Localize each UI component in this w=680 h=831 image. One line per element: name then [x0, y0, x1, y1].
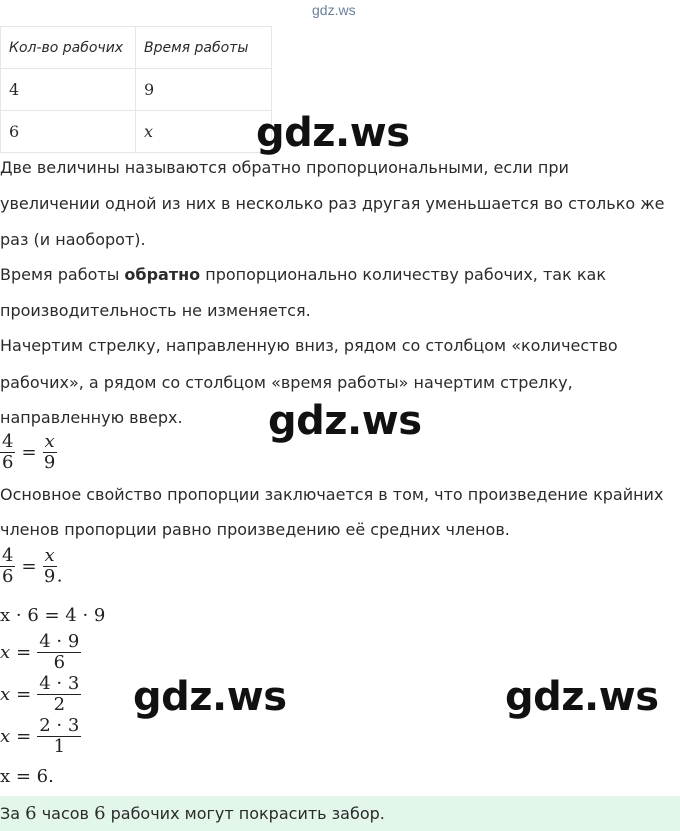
arrows-line-3: направленную вверх. — [0, 408, 183, 427]
equation-step-3 — [0, 716, 81, 757]
numerator: 4 · 3 — [39, 673, 80, 694]
definition-line-1: Две величины называются обратно пропорциональными, если при — [0, 158, 569, 177]
explanation-line-2: производительность не изменяется. — [0, 301, 311, 320]
table-header-row — [1, 27, 272, 69]
text-fragment: пропорционально количеству рабочих, так как — [200, 265, 606, 284]
numerator: 4 — [2, 431, 14, 452]
answer-number: 6 — [94, 803, 106, 824]
watermark: gdz.ws — [505, 674, 659, 720]
denominator: 9 — [43, 452, 56, 473]
watermark: gdz.ws — [256, 110, 410, 156]
equals-sign: = — [16, 726, 32, 747]
answer-text: часов — [36, 804, 95, 823]
numerator: 2 · 3 — [39, 715, 80, 736]
equals-sign: = — [16, 642, 32, 663]
table-cell: 9 — [136, 69, 272, 111]
explanation-line-1 — [0, 257, 680, 293]
bold-word: обратно — [124, 265, 201, 284]
property-line-2: членов пропорции равно произведению её средних членов. — [0, 520, 510, 539]
table-cell: 4 — [1, 69, 136, 111]
property-line-1: Основное свойство пропорции заключается в том, что произведение крайних — [0, 485, 664, 504]
denominator: 9 — [43, 566, 56, 587]
answer-number: 6 — [25, 803, 37, 824]
workers-time-table — [0, 26, 272, 153]
column-header-time: Время работы — [136, 27, 272, 69]
definition-line-3: раз (и наоборот). — [0, 230, 146, 249]
numerator: 4 · 9 — [39, 631, 80, 652]
watermark: gdz.ws — [268, 398, 422, 444]
equals-sign: = — [16, 684, 32, 705]
proportion-2 — [0, 546, 62, 587]
watermark: gdz.ws — [133, 674, 287, 720]
equation-result: x = 6. — [0, 766, 54, 787]
arrows-line-2: рабочих», а рядом со столбцом «время работы» начертим стрелку, — [0, 373, 573, 392]
variable: x — [0, 642, 11, 663]
denominator: 2 — [53, 694, 66, 715]
variable: x — [0, 684, 11, 705]
text-fragment: Время работы — [0, 265, 125, 284]
answer-text: За — [0, 804, 26, 823]
column-header-workers: Кол-во рабочих — [1, 27, 136, 69]
denominator: 6 — [2, 566, 14, 587]
answer-box — [0, 796, 680, 831]
equals-sign: = — [21, 556, 37, 577]
equals-sign: = — [21, 442, 37, 463]
equation-step-1 — [0, 632, 81, 673]
table-row — [1, 69, 272, 111]
site-header-link[interactable]: gdz.ws — [312, 2, 356, 18]
numerator: x — [44, 431, 55, 452]
equation-step-2 — [0, 674, 81, 715]
numerator: 4 — [2, 545, 14, 566]
proportion-1 — [0, 432, 57, 473]
equation-product: x · 6 = 4 · 9 — [0, 605, 106, 626]
numerator: x — [44, 545, 55, 566]
table-cell: x — [136, 111, 272, 153]
table-row — [1, 111, 272, 153]
denominator: 6 — [2, 452, 14, 473]
denominator: 6 — [53, 652, 66, 673]
definition-line-2: увеличении одной из них в несколько раз другая уменьшается во столько же — [0, 194, 665, 213]
variable: x — [0, 726, 11, 747]
period: . — [56, 565, 63, 587]
table-cell: 6 — [1, 111, 136, 153]
arrows-line-1: Начертим стрелку, направленную вниз, рядом со столбцом «количество — [0, 336, 618, 355]
denominator: 1 — [53, 736, 66, 757]
answer-text: рабочих могут покрасить забор. — [105, 804, 385, 823]
